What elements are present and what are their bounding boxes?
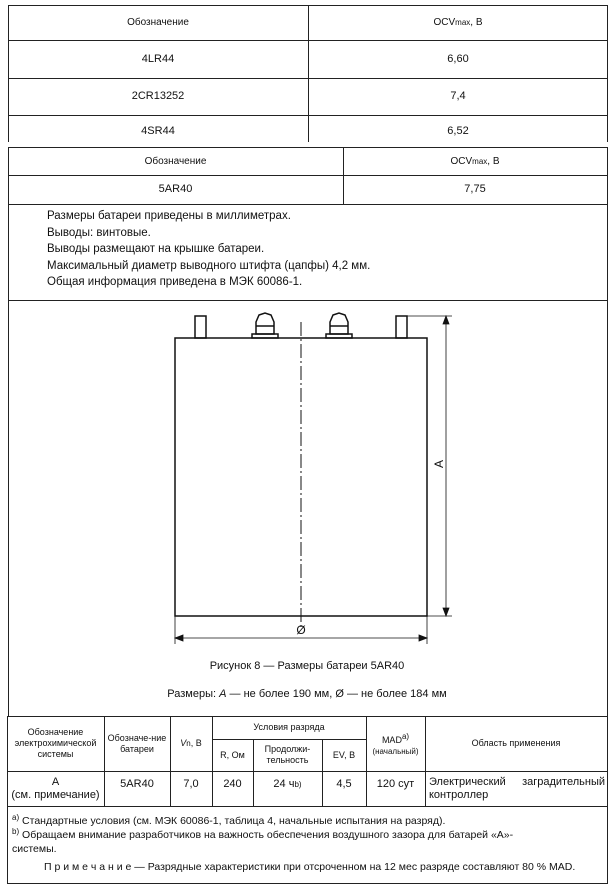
figure-caption: Рисунок 8 — Размеры батареи 5AR40: [209, 660, 405, 672]
table2-header-ocv: OCV max , В: [450, 155, 500, 167]
table3-header-r: R, Ом: [220, 749, 245, 760]
note-line: Выводы размещают на крышке батареи.: [47, 243, 265, 255]
table-row-duration: 24 ч b): [273, 777, 302, 790]
table-row-vn: 7,0: [183, 777, 199, 790]
table-row-designation: 4SR44: [141, 125, 175, 137]
footnote-a: $^{a)}$ Стандартные условия (см. МЭК 60086-1, таблица 4, начальные испытания на разряд).: [12, 813, 446, 827]
note-line: Размеры батареи приведены в миллиметрах.: [47, 210, 291, 222]
battery-notes: [47, 208, 370, 291]
table-row-battery: 5AR40: [120, 777, 154, 790]
dimension-diameter-label: Ø: [296, 623, 306, 637]
table-row-mad: 120 сут: [376, 777, 415, 790]
terminal-post-left: [195, 316, 206, 338]
table3-header-application: Область применения: [471, 738, 561, 748]
table-row-designation: 4LR44: [141, 52, 175, 65]
table-row-designation: 5AR40: [158, 183, 193, 195]
table3-header-system: Обозначение электрохимической системы: [14, 727, 97, 759]
table-row-application: Электрический заградительный контроллер: [429, 776, 605, 801]
table-row-ev: 4,5: [336, 777, 352, 790]
note-line: Выводы: винтовые.: [47, 226, 151, 239]
table2-header-designation: Обозначение: [144, 155, 207, 167]
table-row-ocv: 6,60: [447, 52, 469, 65]
note-line: Общая информация приведена в МЭК 60086-1.: [47, 276, 303, 288]
note-line: Максимальный диаметр выводного штифта (цапфы) 4,2 мм.: [47, 259, 371, 272]
screw-terminal-left: [256, 313, 274, 334]
footnote-b: $^{b)}$ Обращаем внимание разработчиков на важность обеспечения воздушного зазора для батарей «А»- системы.: [12, 827, 514, 855]
table-row-ocv: 7,75: [464, 183, 486, 195]
table-row-designation: 2CR13252: [131, 90, 185, 102]
table-row-ocv: 6,52: [447, 125, 469, 137]
figure-dimensions: Размеры: A — не более 190 мм, Ø — не более 184 мм: [167, 688, 447, 700]
table-row-ocv: 7,4: [450, 90, 466, 102]
table-row-r: 240: [223, 777, 242, 790]
screw-terminal-right: [330, 313, 348, 334]
table3-header-ev: EV, В: [332, 749, 356, 760]
battery-drawing: [0, 300, 614, 650]
table3-header-mad: MAD$^{a)}$ (начальный): [372, 731, 419, 756]
table3-header-duration: Продолжи-тельность: [264, 744, 311, 765]
table3-header-battery: Обозначе-ние батареи: [107, 732, 167, 754]
dimension-a-label: A: [432, 460, 446, 469]
table-note: П р и м е ч а н и е — Разрядные характеристики при отсроченном на 12 мес разряде составляют 80 % MAD.: [44, 861, 576, 873]
table-row-system: A (см. примечание): [11, 775, 100, 801]
terminal-post-right: [396, 316, 407, 338]
table3-header-vn: V n , В: [180, 738, 202, 748]
table1-header-designation: Обозначение: [127, 17, 189, 28]
table3-header-conditions: Условия разряда: [253, 722, 325, 732]
table1-header-ocv: OCV max , В: [433, 17, 483, 28]
